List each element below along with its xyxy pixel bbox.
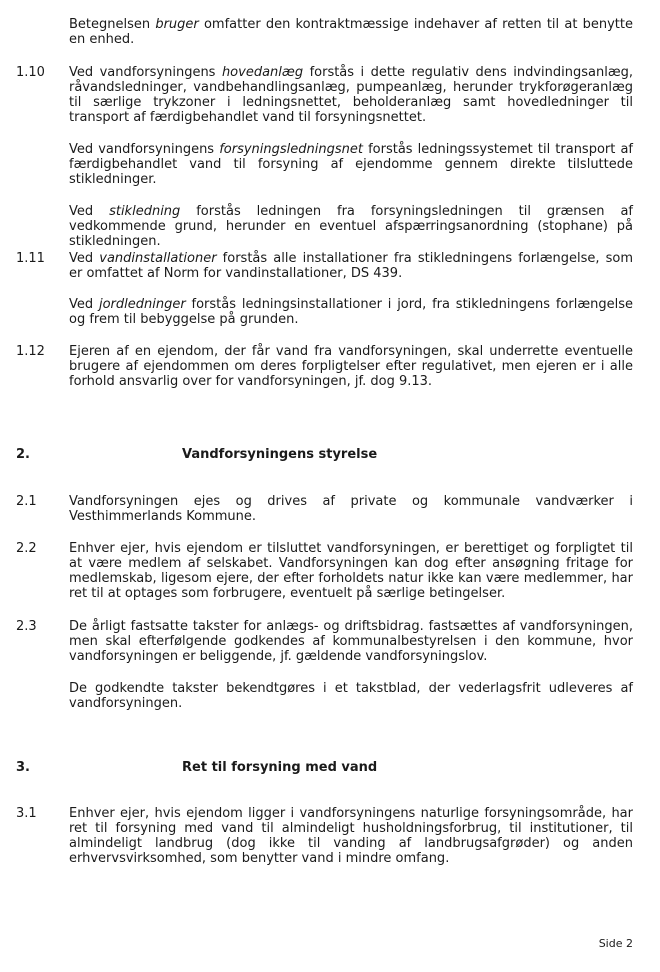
defined-term: hovedanlæg bbox=[221, 65, 304, 80]
clause-number-3-1: 3.1 bbox=[16, 806, 37, 821]
defined-term: forsyningsledningsnet bbox=[219, 142, 363, 157]
clause-number-2-1: 2.1 bbox=[16, 494, 37, 509]
page-number: Side 2 bbox=[598, 937, 633, 950]
defined-term: jordledninger bbox=[98, 297, 186, 312]
text-segment: Ved vandforsyningens bbox=[69, 142, 220, 157]
clause-3-1-text: Enhver ejer, hvis ejendom ligger i vandforsyningens naturlige forsyningsområde, har ret til forsyning med vand til almindeligt husholdningsforbrug, til institutioner, til almindeligt landbrug (dog ikke til vanding af landbrugsafgrøder) og anden erhvervsvirksomhed, som benytter vand i mindre omfang. bbox=[69, 806, 633, 866]
paragraph-takstblad: De godkendte takster bekendtgøres i et takstblad, der vederlagsfrit udleveres af vandforsyningen. bbox=[69, 681, 633, 711]
section-2-number: 2. bbox=[16, 447, 30, 462]
clause-1-12-text: Ejeren af en ejendom, der får vand fra vandforsyningen, skal underrette eventuelle brugere af ejendommen om deres forpligtelser efter regulativet, men ejeren er i alle forhold ansvarlig over for vandforsyningen, jf. dog 9.13. bbox=[69, 344, 633, 389]
text-segment: Ved bbox=[69, 297, 99, 312]
paragraph-jordledninger-definition bbox=[69, 297, 633, 327]
text-segment: Ved vandforsyningens bbox=[69, 65, 222, 80]
clause-number-2-3: 2.3 bbox=[16, 619, 37, 634]
clause-2-3-text: De årligt fastsatte takster for anlægs- og driftsbidrag. fastsættes af vandforsyningen, men skal efterfølgende godkendes af kommunalbestyrelsen i den kommune, hvor vandforsyningen er beliggende, jf. gældende vandforsyningslov. bbox=[69, 619, 633, 664]
clause-1-10-text bbox=[69, 65, 633, 125]
section-2-title: Vandforsyningens styrelse bbox=[182, 447, 378, 462]
text-segment: forstås alle installationer fra stikledningens forlængelse, som er omfattet af Norm for vandinstallationer, DS 439. bbox=[69, 251, 633, 281]
paragraph-forsyningsnet-definition bbox=[69, 142, 633, 187]
defined-term: bruger bbox=[155, 17, 199, 32]
section-3-title: Ret til forsyning med vand bbox=[182, 760, 378, 775]
text-segment: forstås ledningsinstallationer i jord, fra stikledningens forlængelse og frem til bebyggelse på grunden. bbox=[69, 297, 633, 327]
clause-1-11-text bbox=[69, 251, 633, 281]
paragraph-bruger-definition bbox=[69, 17, 633, 47]
text-segment: forstås ledningen fra forsyningsledningen til grænsen af vedkommende grund, herunder en eventuel afspærringsanordning (stophane) på stikledningen. bbox=[69, 204, 633, 249]
clause-number-1-11: 1.11 bbox=[16, 251, 45, 266]
paragraph-stikledning-definition bbox=[69, 204, 633, 249]
text-segment: forstås ledningssystemet til transport af færdigbehandlet vand til forsyning af ejendomme gennem direkte tilsluttede stikledninger. bbox=[69, 142, 633, 187]
clause-number-1-10: 1.10 bbox=[16, 65, 45, 80]
clause-2-1-text: Vandforsyningen ejes og drives af private og kommunale vandværker i Vesthimmerlands Kommune. bbox=[69, 494, 633, 524]
defined-term: stikledning bbox=[109, 204, 181, 219]
defined-term: vandinstallationer bbox=[99, 251, 217, 266]
section-3-number: 3. bbox=[16, 760, 30, 775]
clause-number-1-12: 1.12 bbox=[16, 344, 45, 359]
text-segment: omfatter den kontraktmæssige indehaver af retten til at benytte en enhed. bbox=[69, 17, 633, 47]
text-segment: Betegnelsen bbox=[69, 17, 156, 32]
clause-number-2-2: 2.2 bbox=[16, 541, 37, 556]
text-segment: forstås i dette regulativ dens indvindingsanlæg, råvandsledninger, vandbehandlingsanlæg, pumpeanlæg, herunder trykforøgeranlæg til særlige trykzoner i ledningsnettet, beholderanlæg samt hovedledninger til transport af færdigbehandlet vand til forsyningsnettet. bbox=[69, 65, 633, 125]
text-segment: Ved bbox=[69, 204, 110, 219]
text-segment: Ved bbox=[69, 251, 100, 266]
clause-2-2-text: Enhver ejer, hvis ejendom er tilsluttet vandforsyningen, er berettiget og forpligtet til at være medlem af selskabet. Vandforsyningen kan dog efter ansøgning fritage for medlemskab, ligesom ejere, der efter forholdets natur ikke kan være medlemmer, har ret til at optages som forbrugere, eventuelt på særlige betingelser. bbox=[69, 541, 633, 601]
